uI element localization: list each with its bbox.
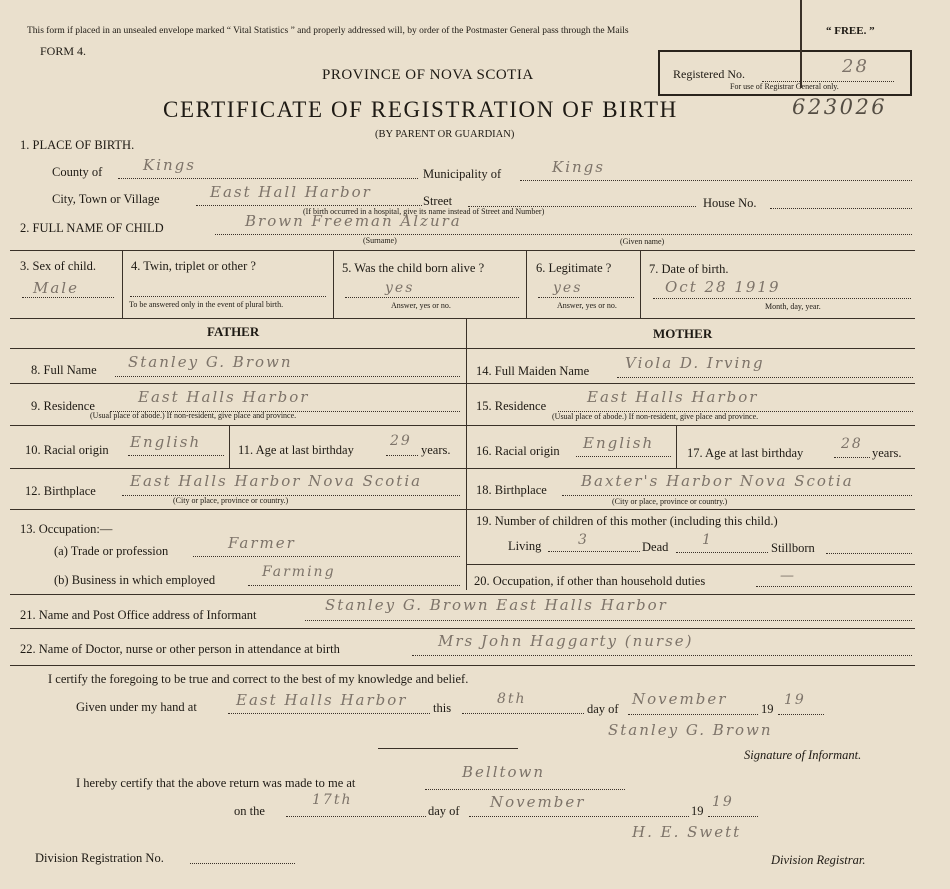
informant-value: Stanley G. Brown East Halls Harbor — [325, 596, 668, 614]
mother-residence-note: (Usual place of abode.) If non-resident, give place and province. — [552, 412, 759, 421]
father-residence-value: East Halls Harbor — [138, 388, 310, 406]
mother-occupation-value: — — [780, 568, 796, 584]
mail-notice: This form if placed in an unsealed envelope marked “ Vital Statistics ” and properly addressed will, by order of the Postmaster General pass through the Mails — [27, 26, 629, 36]
given-day-of-label: day of — [587, 702, 619, 716]
mother-name-label: 14. Full Maiden Name — [476, 364, 590, 378]
doctor-label: 22. Name of Doctor, nurse or other person in attendance at birth — [20, 642, 340, 656]
county-label: County of — [52, 165, 103, 179]
children-count-label: 19. Number of children of this mother (including this child.) — [476, 514, 778, 528]
date-of-birth-value: Oct 28 1919 — [665, 278, 781, 296]
born-alive-value: yes — [385, 280, 415, 296]
street-label: Street — [423, 194, 453, 208]
trade-value: Farmer — [228, 534, 296, 552]
mother-residence-label: 15. Residence — [476, 399, 547, 413]
mother-racial-label: 16. Racial origin — [476, 444, 560, 458]
mother-birthplace-value: Baxter's Harbor Nova Scotia — [581, 472, 854, 490]
date-of-birth-label: 7. Date of birth. — [649, 262, 729, 276]
mother-age-label: 17. Age at last birthday — [687, 446, 804, 460]
legitimate-value: yes — [553, 280, 583, 296]
father-residence-label: 9. Residence — [31, 399, 95, 413]
informant-label: 21. Name and Post Office address of Informant — [20, 608, 257, 622]
father-racial-label: 10. Racial origin — [25, 443, 109, 457]
father-birthplace-label: 12. Birthplace — [25, 484, 96, 498]
registered-note: For use of Registrar General only. — [730, 82, 839, 91]
municipality-value: Kings — [552, 158, 605, 176]
rule — [10, 318, 915, 319]
given-month-value: November — [632, 690, 728, 708]
free-label: “ FREE. ” — [826, 25, 875, 37]
mother-age-value: 28 — [841, 436, 863, 452]
registrar-day-of-label: day of — [428, 804, 460, 818]
business-value: Farming — [262, 564, 336, 580]
father-birthplace-value: East Halls Harbor Nova Scotia — [130, 472, 423, 490]
date-of-birth-note: Month, day, year. — [765, 302, 821, 311]
mother-age-years: years. — [872, 446, 902, 460]
surname-note: (Surname) — [363, 236, 397, 245]
child-name-label: 2. FULL NAME OF CHILD — [20, 221, 164, 235]
father-age-label: 11. Age at last birthday — [238, 443, 354, 457]
house-number-label: House No. — [703, 196, 757, 210]
given-day-value: 8th — [497, 691, 527, 707]
registrar-place-value: Belltown — [462, 763, 546, 781]
father-heading: FATHER — [207, 324, 260, 339]
stamp-number: 623026 — [792, 95, 888, 119]
born-alive-label: 5. Was the child born alive ? — [342, 261, 485, 275]
form-number: FORM 4. — [40, 44, 87, 58]
county-value: Kings — [143, 156, 196, 174]
registered-number-value: 28 — [842, 56, 869, 77]
sex-label: 3. Sex of child. — [20, 259, 97, 273]
certificate-subtitle: (BY PARENT OR GUARDIAN) — [375, 129, 515, 140]
twin-note: To be answered only in the event of plural birth. — [129, 300, 284, 309]
registrar-year-value: 19 — [712, 794, 734, 810]
registrar-year-prefix: 19 — [691, 804, 704, 818]
place-of-birth-heading: 1. PLACE OF BIRTH. — [20, 138, 135, 152]
signature-of-informant-label: Signature of Informant. — [744, 748, 862, 762]
father-age-value: 29 — [390, 433, 412, 449]
doctor-value: Mrs John Haggarty (nurse) — [438, 632, 694, 650]
child-name-value: Brown Freeman Alzura — [245, 212, 462, 230]
father-age-years: years. — [421, 443, 451, 457]
informant-signature: Stanley G. Brown — [608, 721, 773, 739]
dead-label: Dead — [642, 540, 669, 554]
father-racial-value: English — [130, 433, 202, 451]
mother-heading: MOTHER — [653, 326, 713, 341]
fold-mark — [800, 0, 802, 88]
division-registration-label: Division Registration No. — [35, 851, 164, 865]
occupation-label: 13. Occupation:— — [20, 522, 113, 536]
registrar-day-value: 17th — [312, 792, 353, 808]
hospital-note: (If birth occurred in a hospital, give its name instead of Street and Number) — [303, 207, 545, 216]
given-name-note: (Given name) — [620, 237, 665, 246]
stillborn-label: Stillborn — [771, 541, 815, 555]
rule — [10, 250, 915, 251]
mother-birthplace-label: 18. Birthplace — [476, 483, 547, 497]
mother-birthplace-note: (City or place, province or country.) — [612, 497, 728, 506]
father-residence-note: (Usual place of abode.) If non-resident, give place and province. — [90, 411, 297, 420]
rule — [378, 748, 518, 749]
born-alive-note: Answer, yes or no. — [391, 301, 451, 310]
given-place-value: East Halls Harbor — [236, 691, 408, 709]
business-label: (b) Business in which employed — [54, 573, 216, 587]
living-label: Living — [508, 539, 542, 553]
sex-value: Male — [33, 279, 79, 297]
division-registrar-label: Division Registrar. — [771, 853, 866, 867]
certificate-title: CERTIFICATE OF REGISTRATION OF BIRTH — [163, 97, 678, 122]
mother-occupation-label: 20. Occupation, if other than household duties — [474, 574, 706, 588]
mother-residence-value: East Halls Harbor — [587, 388, 759, 406]
living-value: 3 — [578, 532, 589, 548]
municipality-label: Municipality of — [423, 167, 502, 181]
father-name-label: 8. Full Name — [31, 363, 97, 377]
city-value: East Hall Harbor — [210, 183, 372, 201]
registrar-month-value: November — [490, 793, 586, 811]
this-label: this — [433, 701, 452, 715]
province-heading: PROVINCE OF NOVA SCOTIA — [322, 67, 534, 83]
city-label: City, Town or Village — [52, 192, 160, 206]
registrar-statement: I hereby certify that the above return was made to me at — [76, 776, 356, 790]
twin-label: 4. Twin, triplet or other ? — [131, 259, 256, 273]
mother-racial-value: English — [583, 434, 655, 452]
registrar-signature: H. E. Swett — [632, 823, 742, 841]
mother-name-value: Viola D. Irving — [625, 354, 765, 372]
on-the-label: on the — [234, 804, 265, 818]
legitimate-label: 6. Legitimate ? — [536, 261, 612, 275]
trade-label: (a) Trade or profession — [54, 544, 169, 558]
father-name-value: Stanley G. Brown — [128, 353, 293, 371]
given-year-value: 19 — [784, 692, 806, 708]
dead-value: 1 — [702, 532, 713, 548]
registered-number-label: Registered No. — [673, 67, 745, 81]
legitimate-note: Answer, yes or no. — [557, 301, 617, 310]
given-year-prefix: 19 — [761, 702, 774, 716]
given-under-hand-label: Given under my hand at — [76, 700, 197, 714]
certify-statement: I certify the foregoing to be true and correct to the best of my knowledge and belief. — [48, 672, 469, 686]
father-birthplace-note: (City or place, province or country.) — [173, 496, 289, 505]
